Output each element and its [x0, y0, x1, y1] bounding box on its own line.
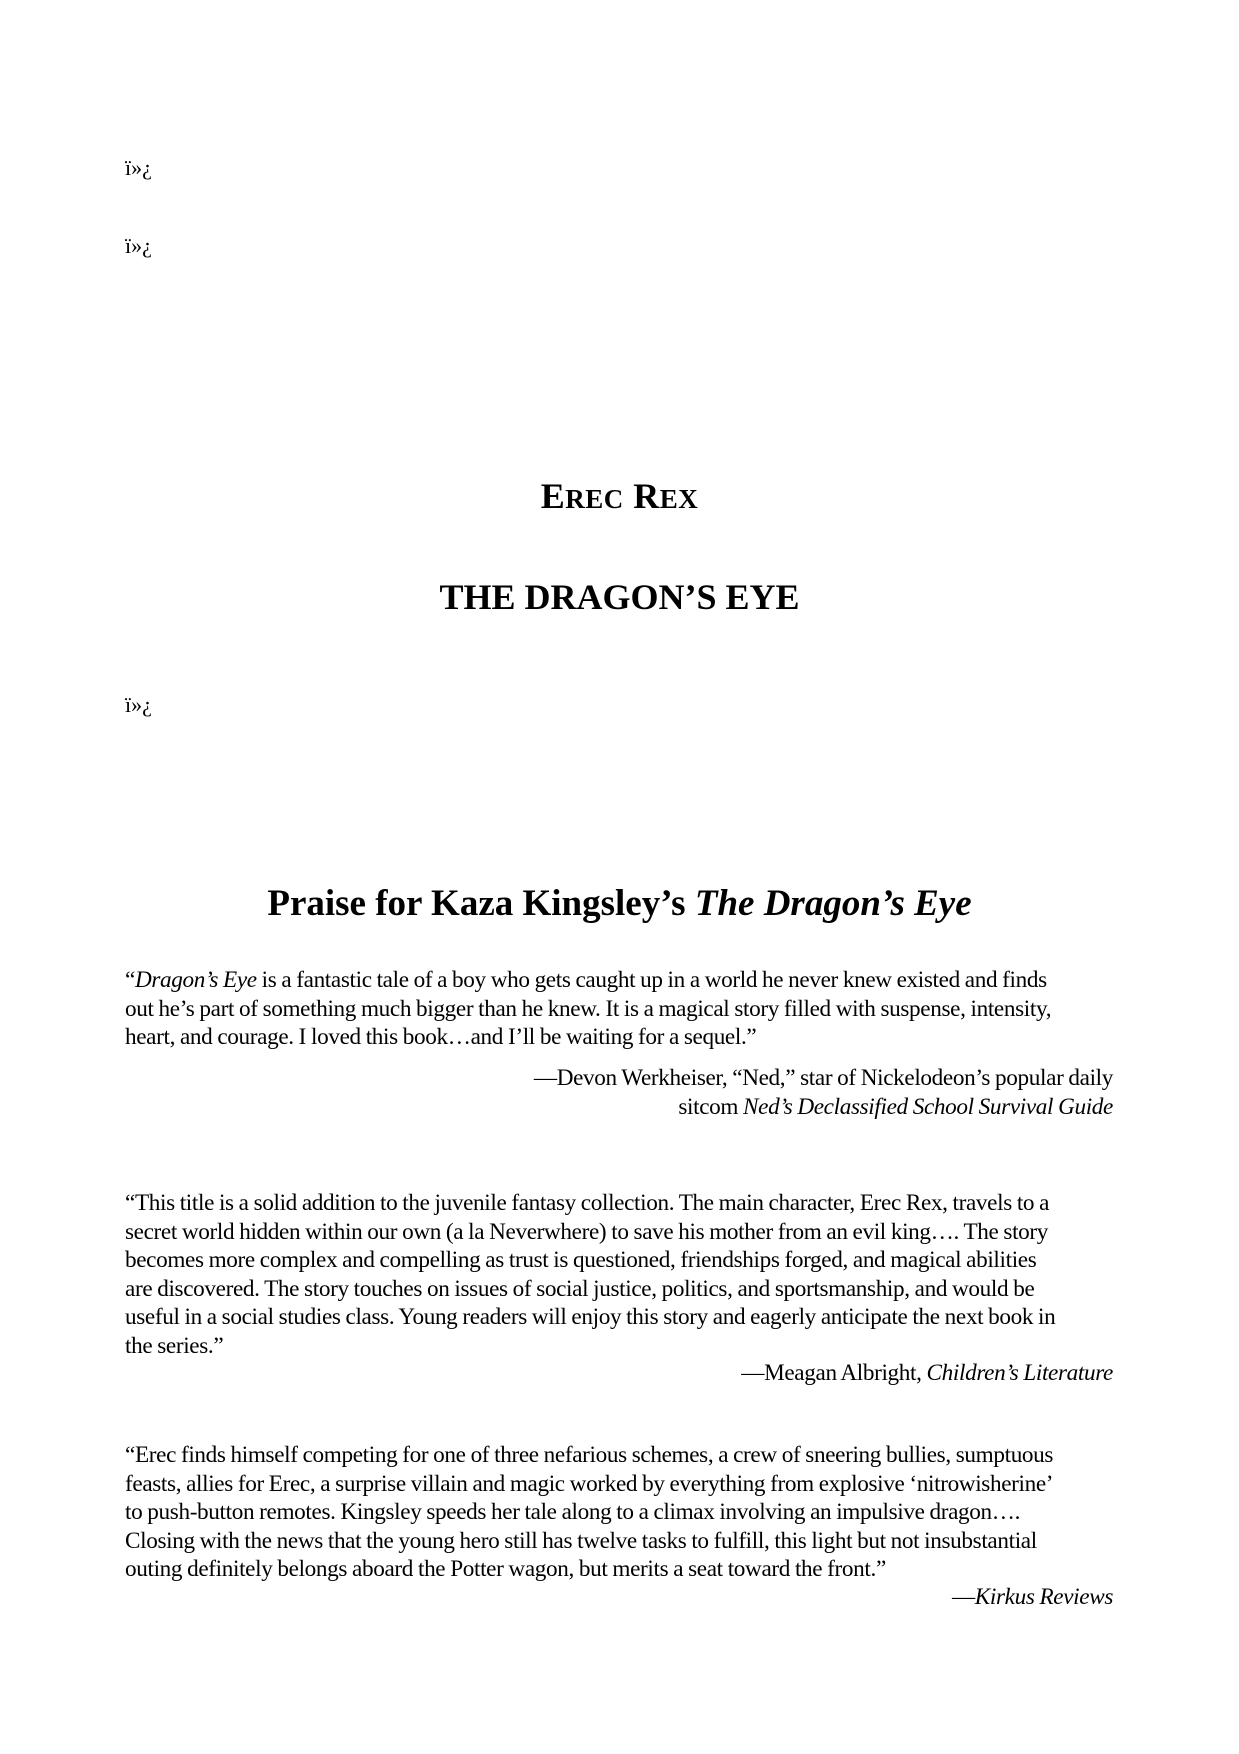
series-title — [0, 474, 1239, 521]
series-title-initial-r: R — [633, 476, 660, 516]
review-1-quote-line-1 — [125, 966, 1120, 995]
review-2-quote-line-5: useful in a social studies class. Young readers will enjoy this story and eagerly anticipate the next book in — [125, 1304, 1056, 1331]
review-2-quote — [125, 1189, 1120, 1361]
review-3-quote-line-1: “Erec finds himself competing for one of three nefarious schemes, a crew of sneering bullies, sumptuous — [125, 1442, 1054, 1468]
praise-heading-prefix: Praise for Kaza Kingsley’s — [267, 883, 686, 924]
review-3-quote-line-2: feasts, allies for Erec, a surprise villain and magic worked by everything from explosive ‘nitrowisherine’ — [125, 1470, 1054, 1497]
review-1-open-quote: “ — [125, 967, 135, 993]
review-2-quote-line-4: are discovered. The story touches on issues of social justice, politics, and sportsmanship, and would be — [125, 1275, 1035, 1302]
book-title: THE DRAGON’S EYE — [439, 577, 800, 617]
review-3-quote-line-4: Closing with the news that the young hero still has twelve tasks to fulfill, this light but not insubstantial — [125, 1527, 1037, 1554]
review-1-attribution-line-1: —Devon Werkheiser, “Ned,” star of Nickelodeon’s popular daily — [533, 1065, 1113, 1091]
review-3-attribution-source: Kirkus Reviews — [974, 1584, 1113, 1610]
review-3-quote — [125, 1441, 1120, 1584]
review-2-attribution-prefix: —Meagan Albright, — [741, 1360, 922, 1386]
review-1-quote-line-3: heart, and courage. I loved this book…and I’ll be waiting for a sequel.” — [125, 1024, 757, 1051]
series-title-smallcaps-ex: EX — [659, 484, 699, 514]
encoding-marker-1: ï»¿ — [125, 155, 152, 180]
review-2-attribution — [125, 1359, 1113, 1388]
review-2-quote-line-3: becomes more complex and compelling as trust is questioned, friendships forged, and magical abilities — [125, 1247, 1037, 1274]
review-1-attribution-line-2 — [125, 1093, 1113, 1122]
review-1-quote — [125, 966, 1120, 1052]
series-title-initial-e: E — [540, 476, 566, 516]
encoding-marker-3: ï»¿ — [125, 692, 152, 717]
review-3-attribution-dash: — — [951, 1584, 975, 1610]
review-2-quote-line-2: secret world hidden within our own (a la Neverwhere) to save his mother from an evil king…. The story — [125, 1218, 1049, 1245]
praise-heading-book-title: The Dragon’s Eye — [694, 883, 972, 924]
review-1-attribution — [125, 1064, 1113, 1121]
review-2-quote-line-6: the series.” — [125, 1332, 224, 1359]
review-1-attribution-show-title: Ned’s Declassified School Survival Guide — [743, 1093, 1113, 1120]
review-3-quote-line-3: to push-button remotes. Kingsley speeds her tale along to a climax involving an impulsive dragon…. — [125, 1499, 1021, 1526]
review-3-quote-line-5: outing definitely belongs aboard the Potter wagon, but merits a seat toward the front.” — [125, 1556, 886, 1583]
review-3-attribution — [125, 1583, 1113, 1612]
review-1-attribution-prefix: sitcom — [678, 1093, 739, 1120]
praise-heading — [0, 881, 1239, 927]
review-1-quote-line-1-rest: is a fantastic tale of a boy who gets caught up in a world he never knew existed and finds — [256, 967, 1047, 993]
encoding-marker-2: ï»¿ — [125, 233, 152, 258]
review-2-attribution-source: Children’s Literature — [926, 1360, 1113, 1386]
review-1-quoted-title: Dragon’s Eye — [134, 967, 257, 993]
series-title-smallcaps-rec: REC — [565, 484, 624, 514]
review-2-quote-line-1: “This title is a solid addition to the juvenile fantasy collection. The main character, Erec Rex, travels to a — [125, 1190, 1050, 1216]
review-1-quote-line-2: out he’s part of something much bigger than he knew. It is a magical story filled with suspense, intensity, — [125, 995, 1052, 1022]
